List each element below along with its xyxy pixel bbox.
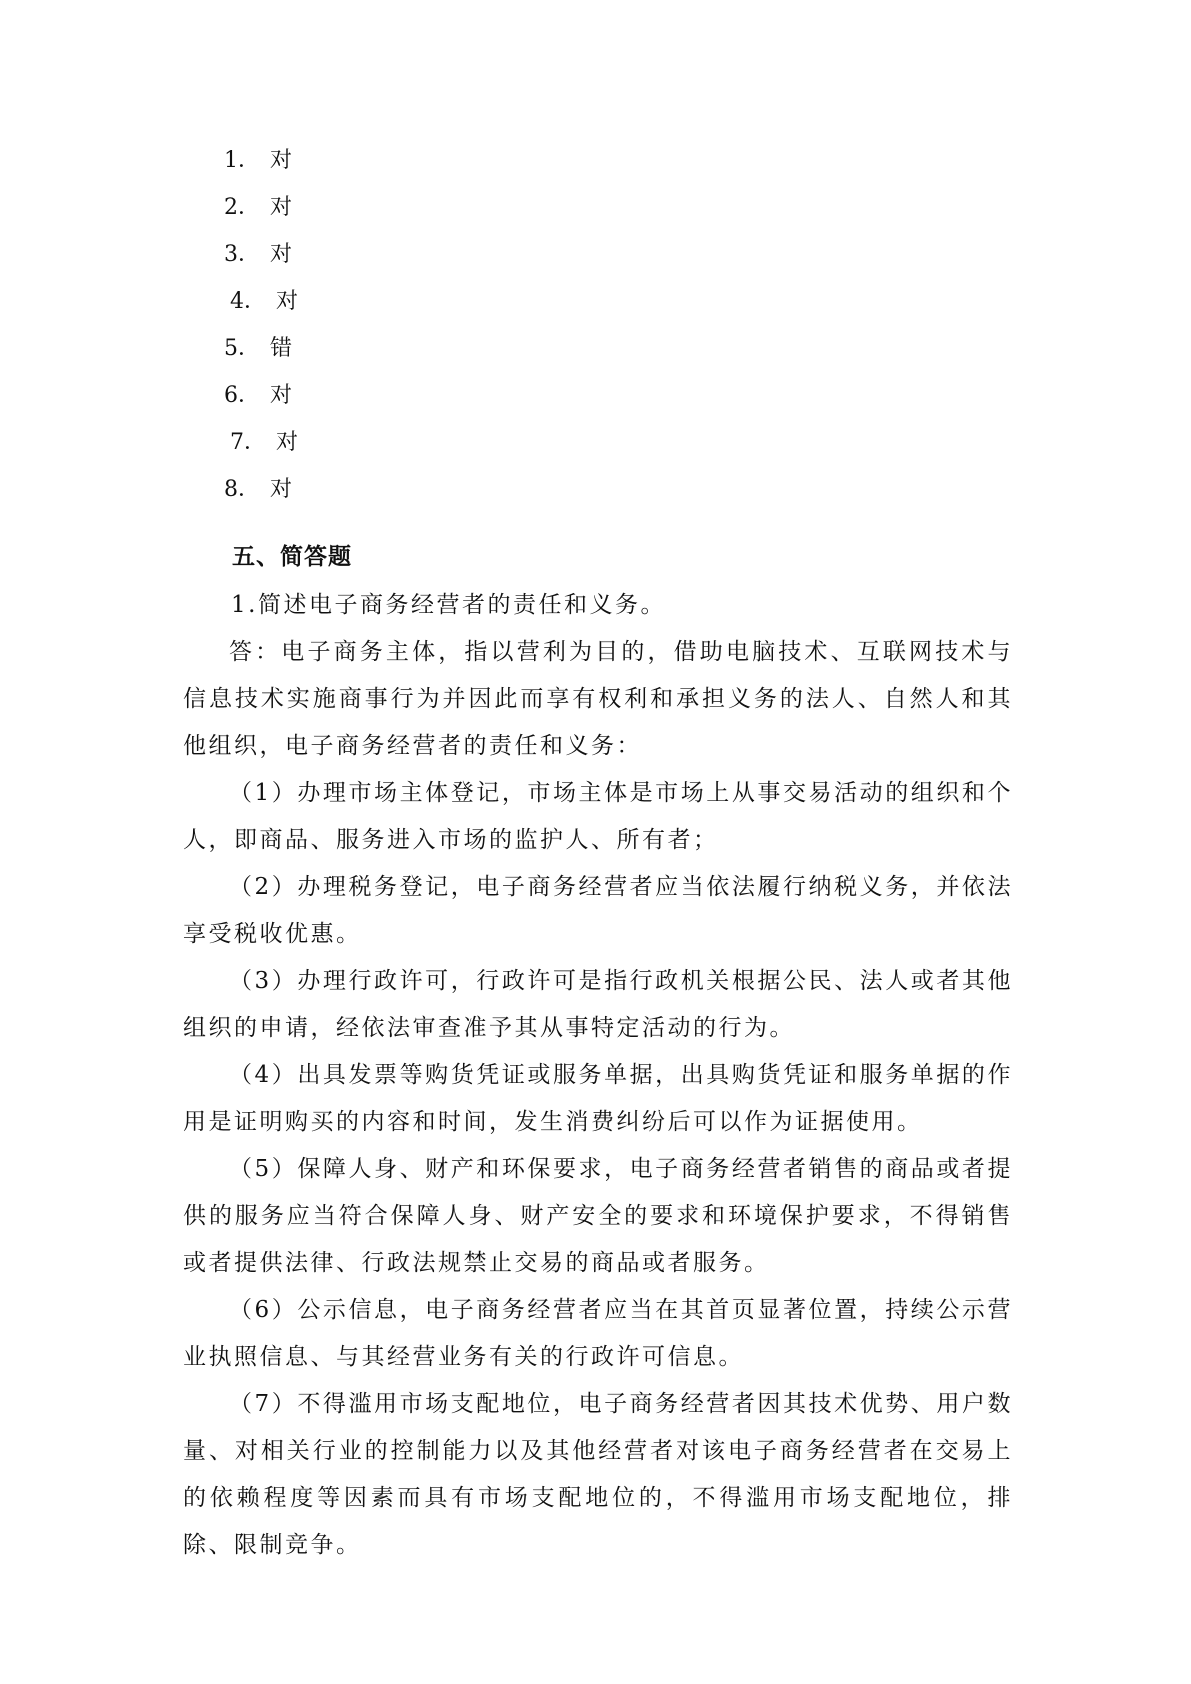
- answer-number: 5．: [224, 336, 260, 361]
- question-1: 1.简述电子商务经营者的责任和义务。: [231, 592, 666, 618]
- answer-item-paragraph: （1）办理市场主体登记，市场主体是市场上从事交易活动的组织和个人，即商品、服务进入市场的监护人、所有者；: [183, 780, 1013, 853]
- answer-item-7: [230, 430, 298, 456]
- answer-item-paragraph: （7）不得滥用市场支配地位，电子商务经营者因其技术优势、用户数量、对相关行业的控制能力以及其他经营者对该电子商务经营者在交易上的依赖程度等因素而具有市场支配地位的，不得滥用市场支配地位，排除、限制竞争。: [183, 1391, 1013, 1558]
- answer-intro: [183, 629, 1013, 770]
- answer-item-paragraph: （2）办理税务登记，电子商务经营者应当依法履行纳税义务，并依法享受税收优惠。: [183, 874, 1013, 947]
- answer-item-5: [224, 336, 292, 362]
- answer-item-paragraph: （3）办理行政许可，行政许可是指行政机关根据公民、法人或者其他组织的申请，经依法审查准予其从事特定活动的行为。: [183, 968, 1013, 1041]
- answer-number: 7．: [230, 430, 266, 455]
- section-heading: 五、简答题: [232, 544, 352, 570]
- answer-intro-text: 答：电子商务主体，指以营利为目的，借助电脑技术、互联网技术与信息技术实施商事行为并因此而享有权利和承担义务的法人、自然人和其他组织，电子商务经营者的责任和义务：: [183, 639, 1013, 759]
- answer-number: 8．: [224, 477, 260, 502]
- answer-value: 对: [270, 477, 293, 502]
- answer-item-8: [224, 477, 292, 503]
- answer-item-4: [230, 289, 298, 315]
- answer-value: 对: [270, 242, 293, 267]
- answer-item-1: [224, 148, 292, 174]
- answer-item-2: [224, 195, 292, 221]
- answer-value: 对: [270, 195, 293, 220]
- answer-items: [183, 770, 1013, 1569]
- answer-number: 4．: [230, 289, 266, 314]
- answer-item-paragraph: （5）保障人身、财产和环保要求，电子商务经营者销售的商品或者提供的服务应当符合保障人身、财产安全的要求和环境保护要求，不得销售或者提供法律、行政法规禁止交易的商品或者服务。: [183, 1156, 1013, 1276]
- answer-item-3: [224, 242, 292, 268]
- answer-value: 对: [276, 289, 299, 314]
- answer-number: 3．: [224, 242, 260, 267]
- answer-item-paragraph: （6）公示信息，电子商务经营者应当在其首页显著位置，持续公示营业执照信息、与其经营业务有关的行政许可信息。: [183, 1297, 1013, 1370]
- answer-item-6: [224, 383, 292, 409]
- answer-item-paragraph: （4）出具发票等购货凭证或服务单据，出具购货凭证和服务单据的作用是证明购买的内容和时间，发生消费纠纷后可以作为证据使用。: [183, 1062, 1013, 1135]
- answer-number: 2．: [224, 195, 260, 220]
- answer-value: 对: [276, 430, 299, 455]
- answer-number: 1．: [224, 148, 260, 173]
- answer-number: 6．: [224, 383, 260, 408]
- answer-value: 错: [270, 336, 293, 361]
- answer-value: 对: [270, 148, 293, 173]
- answer-value: 对: [270, 383, 293, 408]
